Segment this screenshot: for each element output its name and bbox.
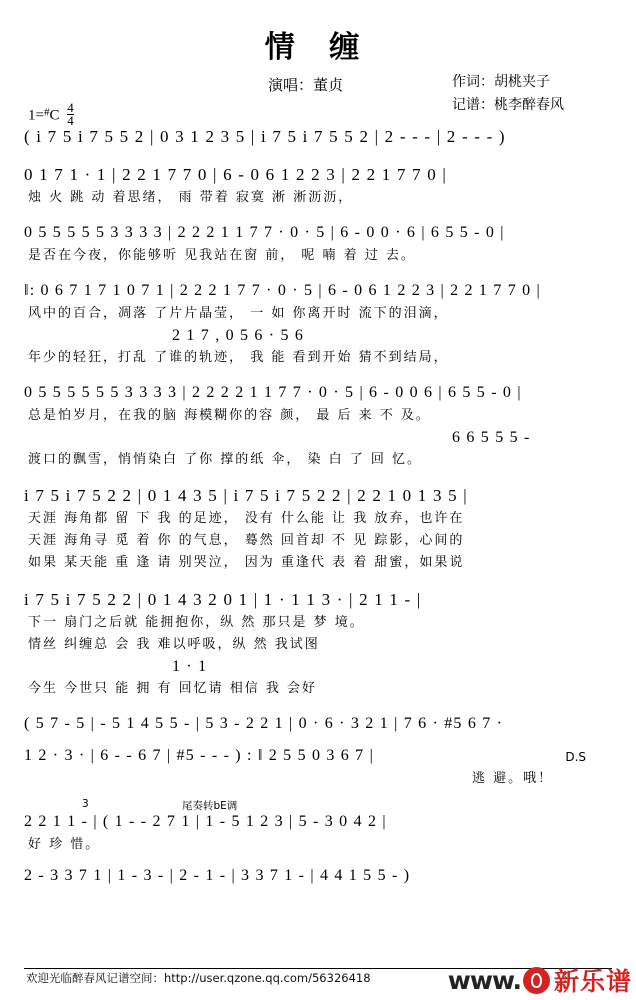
footer-credit-text: 欢迎光临醉春风记谱空间：http://user.qzone.qq.com/56326418 [26,971,371,985]
credits-block [0,66,636,129]
notation-line-2: 1 2 · 3 · | 6 - - 6 7 | #5 - - - ) : ‖ 2 5 5 0 3 6 7 | [24,746,374,764]
notation-line: ‖: 0 6 7 1 7 1 0 7 1 | 2 2 2 1 7 7 · 0 · 5 | 6 - 0 6 1 2 2 3 | 2 2 1 7 7 0 | [24,282,541,300]
notation-line-alt: 2 1 7 , 0 5 6 · 5 6 [172,327,305,345]
lyric-line: 好 珍 惜。 [28,837,101,852]
notation-line: i 7 5 i 7 5 2 2 | 0 1 4 3 5 | i 7 5 i 7 5 2 2 | 2 2 1 0 1 3 5 | [24,485,468,505]
notation-line: ( 5 7 - 5 | - 5 1 4 5 5 - | 5 3 - 2 2 1 | 0 · 6 · 3 2 1 | 7 6 · #5 6 7 · [24,714,504,732]
notation-line-alt: 6 6 5 5 5 - [452,429,531,447]
key-change-note: 尾奏转bE调 [182,800,238,812]
time-signature-numerator: 4 [67,100,74,115]
notation-line: 2 - 3 3 7 1 | 1 - 3 - | 2 - 1 - | 3 3 7 1 - | 4 4 1 5 5 - ) [24,867,411,885]
lyric-line-verse1: 下一 扇门之后就 能拥抱你，纵 然 那只是 梦 境。 [28,615,365,631]
watermark [448,962,632,998]
music-system-chorus-line1 [0,483,636,575]
music-system-verse1-line2 [0,221,636,267]
lyric-line-verse2: 天涯 海角寻 觅 着 你 的气息， 蓦然 回首却 不 见 踪影，心间的 [28,533,465,549]
triplet-marking: 3 [82,798,89,810]
music-system-verse2-line1 [0,279,636,369]
lyric-line-verse3: 今生 今世只 能 拥 有 回忆请 相信 我 会好 [28,680,318,696]
lyric-line: 是否在今夜，你能够听 见我站在窗 前， 呢 喃 着 过 去。 [28,248,416,264]
notation-line: 0 1 7 1 · 1 | 2 2 1 7 7 0 | 6 - 0 6 1 2 2 3 | 2 2 1 7 7 0 | [24,164,447,184]
lyric-line-alt: 渡口的飘雪，悄悄染白 了你 撑的纸 伞， 染 白 了 回 忆。 [28,451,423,467]
music-system-chorus-line2 [0,587,636,700]
notation-line: 2 2 1 1 - | ( 1 - - 2 7 1 | 1 - 5 1 2 3 | 5 - 3 0 4 2 | [24,813,387,830]
page-title: 情 缠 [264,30,372,65]
ds-marking: D.S [565,749,586,764]
lyric-line-verse1: 天涯 海角都 留 下 我 的足迹， 没有 什么能 让 我 放弃，也许在 [28,511,465,527]
watermark-logo-icon [523,967,550,994]
key-letter: C [49,107,60,124]
music-system-ending-line2 [0,864,636,888]
lyric-line: 总是怕岁月，在我的脑 海模糊你的容 颜， 最 后 来 不 及。 [28,407,431,423]
music-system-ending-line1 [0,798,636,856]
lyricist-credit: 作词：胡桃夹子 [452,74,550,90]
lyric-line: 风中的百合，凋落 了片片晶莹， 一 如 你离开时 流下的泪滴， [28,306,449,322]
lyric-line: 烛 火 跳 动 着思绪， 雨 带着 寂寞 淅 淅沥沥， [28,190,354,205]
ending-markings [22,798,614,810]
composer-credit: 记谱：桃李醉春风 [452,97,564,113]
music-system-verse1-line1 [0,162,636,210]
lyric-line-alt: 年少的轻狂，打乱 了谁的轨迹， 我 能 看到开始 猜不到结局， [28,349,449,365]
key-sharp: # [43,106,50,119]
time-signature-denominator: 4 [67,113,74,129]
music-system-intro [0,124,636,150]
watermark-brand: 新乐谱 [553,967,632,996]
singer-credit: 演唱：董贞 [268,76,344,94]
notation-line-alt: 1 · 1 [172,658,208,676]
music-system-interlude [0,712,636,790]
lyric-line: 逃 避。哦！ [472,770,554,786]
notation-line: i 7 5 i 7 5 2 2 | 0 1 4 3 2 0 1 | 1 · 1 1 3 · | 2 1 1 - | [24,589,422,609]
notation-line: 0 5 5 5 5 5 5 3 3 3 3 | 2 2 2 2 1 1 7 7 · 0 · 5 | 6 - 0 0 6 | 6 5 5 - 0 | [24,383,522,401]
lyric-line-verse3: 如果 某天能 重 逢 请 别哭泣， 因为 重逢代 表 着 甜蜜，如果说 [28,555,465,571]
notation-line: 0 5 5 5 5 5 3 3 3 3 | 2 2 2 1 1 7 7 · 0 · 5 | 6 - 0 0 · 6 | 6 5 5 - 0 | [24,224,505,242]
watermark-url: www. [447,965,521,995]
page-footer [0,966,636,1000]
key-prefix: 1= [28,107,44,124]
notation-line: ( i 7 5 i 7 5 5 2 | 0 3 1 2 3 5 | i 7 5 i 7 5 5 2 | 2 - - - | 2 - - - ) [24,127,506,146]
lyric-line-verse2: 情丝 纠缠总 会 我 难以呼吸，纵 然 我试图 [28,637,320,653]
music-system-verse2-line2 [0,381,636,471]
